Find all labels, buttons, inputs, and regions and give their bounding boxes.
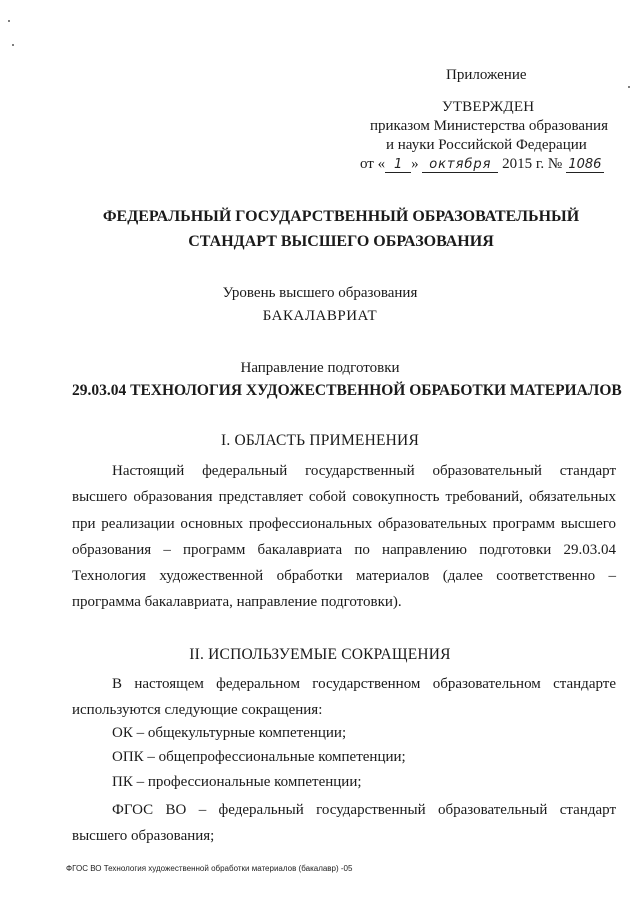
scan-speck [8, 20, 10, 22]
handwritten-day: 1 [385, 157, 411, 173]
date-mid: » [411, 156, 419, 172]
handwritten-month: октября [422, 157, 498, 173]
approved-label: УТВЕРЖДЕН [442, 99, 535, 115]
scope-paragraph: Настоящий федеральный государственный образовательный стандарт высшего образования представляет собой совокупность требований, обязательных при реализации основных профессиональных образовательных программ высшего образования – программ бакалавриата по направлению подготовки 29.03.04 Технология художественной обработки материалов (далее соответственно – программа бакалавриата, направление подготовки). [72, 463, 616, 611]
abbreviation-item: ПК – профессиональные компетенции; [112, 774, 362, 790]
abbreviations-intro: В настоящем федеральном государственном образовательном стандарте используются следующие сокращения: [72, 676, 616, 719]
order-issuer-line: приказом Министерства образования [370, 118, 608, 134]
training-direction-label: Направление подготовки [240, 360, 400, 376]
section-heading-abbreviations: II. ИСПОЛЬЗУЕМЫЕ СОКРАЩЕНИЯ [189, 646, 451, 663]
date-year: 2015 г. № [502, 156, 563, 172]
training-direction-value: 29.03.04 ТЕХНОЛОГИЯ ХУДОЖЕСТВЕННОЙ ОБРАБОТКИ МАТЕРИАЛОВ [72, 382, 622, 399]
date-prefix: от « [360, 156, 386, 172]
abbreviation-item: ФГОС ВО – федеральный государственный образовательный стандарт высшего образования; [72, 802, 616, 845]
abbreviation-item: ОК – общекультурные компетенции; [112, 725, 347, 741]
scan-speck [628, 86, 630, 88]
education-level-label: Уровень высшего образования [222, 285, 418, 301]
education-level-value: БАКАЛАВРИАТ [262, 308, 378, 324]
page-footer: ФГОС ВО Технология художественной обработки материалов (бакалавр) -05 [66, 864, 353, 873]
handwritten-order-number: 1086 [566, 157, 604, 173]
abbreviation-item: ОПК – общепрофессиональные компетенции; [112, 749, 406, 765]
standard-title: ФЕДЕРАЛЬНЫЙ ГОСУДАРСТВЕННЫЙ ОБРАЗОВАТЕЛЬНЫЙ СТАНДАРТ ВЫСШЕГО ОБРАЗОВАНИЯ [102, 208, 580, 250]
section-heading-scope: I. ОБЛАСТЬ ПРИМЕНЕНИЯ [221, 432, 419, 449]
order-date-line [360, 155, 604, 174]
scan-speck [12, 44, 14, 46]
annex-label: Приложение [446, 67, 527, 83]
order-issuer-line: и науки Российской Федерации [386, 137, 587, 153]
